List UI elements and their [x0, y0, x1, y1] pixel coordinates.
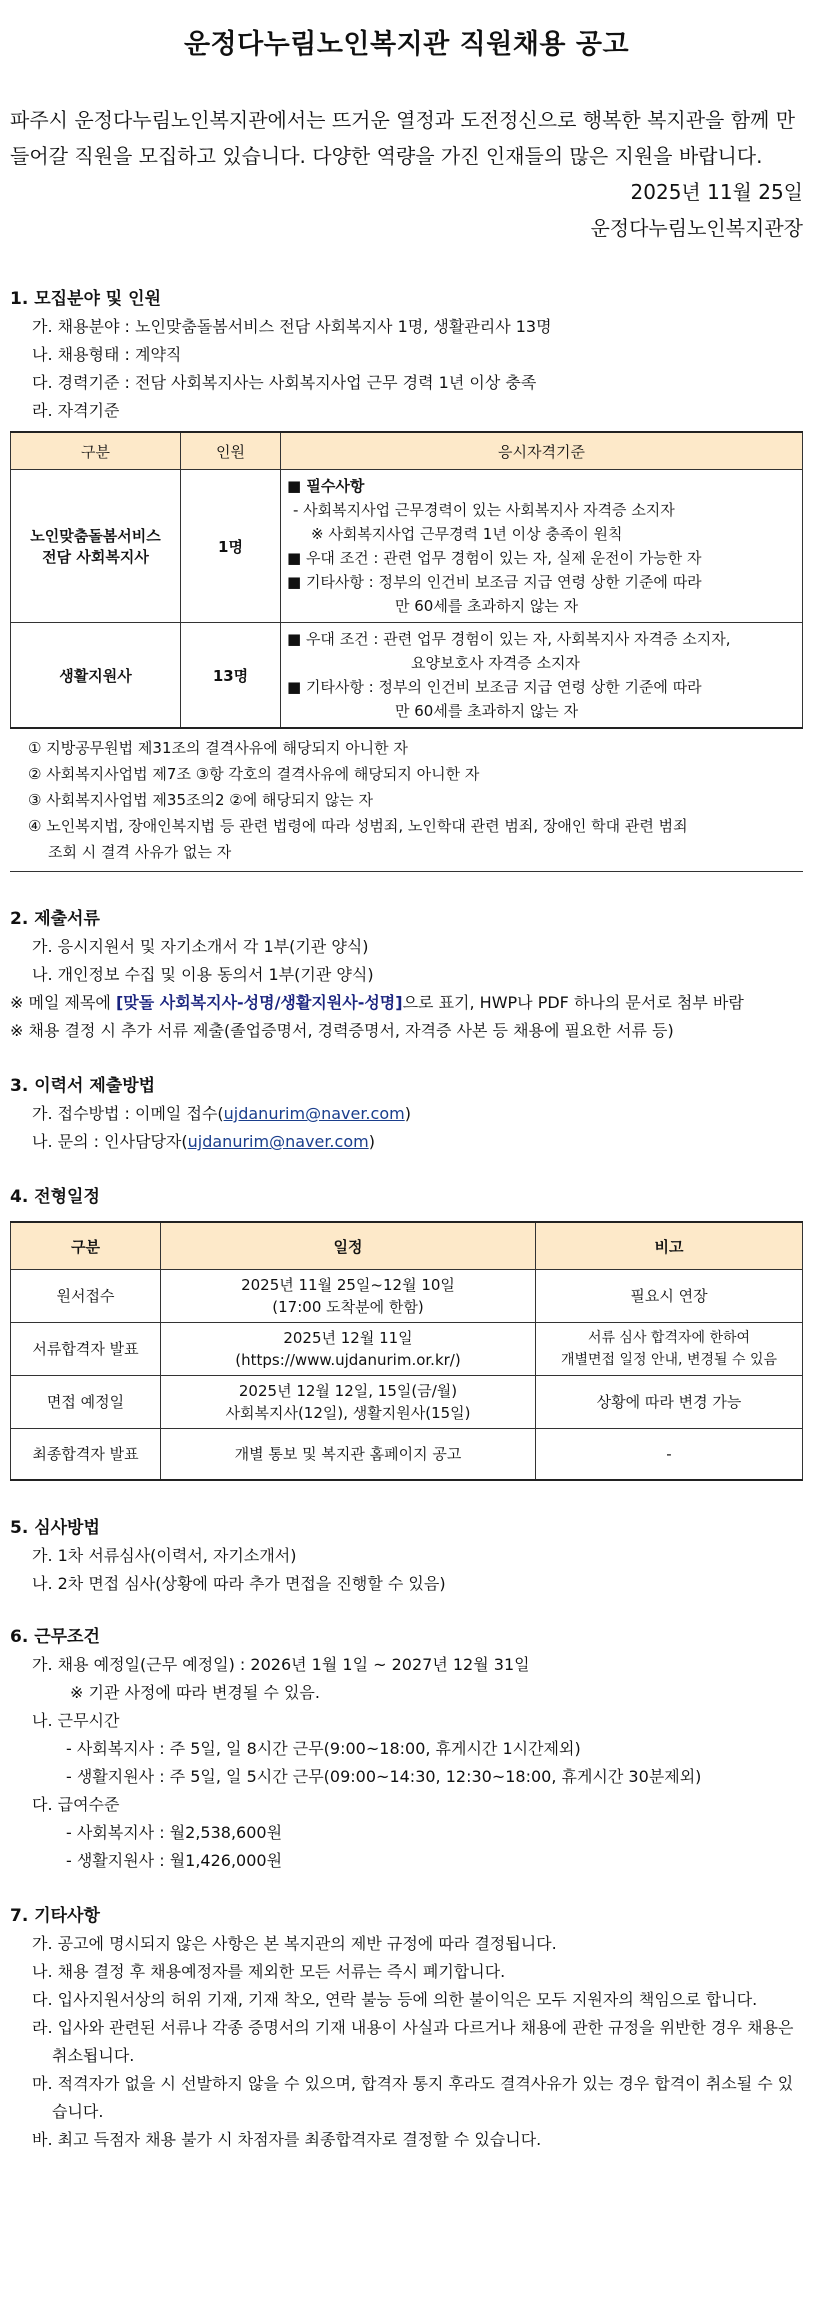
column-header: 비고	[536, 1222, 803, 1270]
schedule-cell	[161, 1270, 536, 1323]
schedule-cell	[161, 1376, 536, 1429]
section-submission	[10, 1073, 803, 1156]
section-title: 4. 전형일정	[10, 1187, 100, 1207]
qual-line: 만 60세를 초과하지 않는 자	[395, 702, 579, 720]
table-row	[11, 623, 803, 729]
table-row	[11, 1429, 803, 1481]
section-screening	[10, 1515, 803, 1598]
text-line: 라. 입사와 관련된 서류나 각종 증명서의 기재 내용이 사실과 다르거나 채용에 관한 규정을 위반한 경우 채용은 취소됩니다.	[32, 2018, 794, 2065]
list-item: ④ 노인복지법, 장애인복지법 등 관련 법령에 따라 성범죄, 노인학대 관련 범죄, 장애인 학대 관련 범죄	[28, 817, 688, 835]
issuer: 운정다누림노인복지관장	[590, 216, 803, 240]
column-header: 구분	[11, 1222, 161, 1270]
category-cell: 노인맞춤돌봄서비스 전담 사회복지사	[11, 470, 181, 623]
text-line: 가. 1차 서류심사(이력서, 자기소개서)	[32, 1546, 297, 1565]
notice-date: 2025년 11월 25일	[630, 180, 803, 204]
count-cell: 1명	[181, 470, 281, 623]
text-line: - 생활지원사 : 월1,426,000원	[66, 1851, 283, 1870]
table-header-row	[11, 1222, 803, 1270]
email-subject-note	[10, 989, 803, 1017]
schedule-cell	[161, 1429, 536, 1481]
qual-line: 만 60세를 초과하지 않는 자	[395, 597, 579, 615]
qual-line: 요양보호사 자격증 소지자	[411, 654, 580, 672]
section-conditions	[10, 1624, 803, 1875]
schedule-line: 2025년 12월 12일, 15일(금/월)	[238, 1382, 458, 1400]
list-item: ③ 사회복지사업법 제35조의2 ②에 해당되지 않는 자	[28, 791, 373, 809]
text-line: 나. 채용형태 : 계약직	[32, 345, 182, 364]
section-title: 5. 심사방법	[10, 1518, 100, 1538]
section-recruitment	[10, 286, 803, 872]
section-title: 1. 모집분야 및 인원	[10, 289, 161, 309]
list-item: ② 사회복지사업법 제7조 ③항 각호의 결격사유에 해당되지 아니한 자	[28, 765, 480, 783]
category-cell: 생활지원사	[11, 623, 181, 729]
text-line	[10, 1100, 803, 1128]
text-line: 가. 채용분야 : 노인맞춤돌봄서비스 전담 사회복지사 1명, 생활관리사 13명	[32, 317, 552, 336]
section-schedule	[10, 1184, 803, 1481]
column-header: 일정	[161, 1222, 536, 1270]
schedule-category: 최종합격자 발표	[11, 1429, 161, 1481]
qual-line: ■ 우대 조건 : 관련 업무 경험이 있는 자, 사회복지사 자격증 소지자,	[287, 630, 731, 648]
qual-line: ■ 기타사항 : 정부의 인건비 보조금 지급 연령 상한 기준에 따라	[287, 573, 702, 591]
schedule-line: 개별 통보 및 복지관 홈페이지 공고	[234, 1445, 462, 1463]
remark-line: 개별면접 일정 안내, 변경될 수 있음	[560, 1352, 778, 1368]
text-line: - 사회복지사 : 월2,538,600원	[66, 1823, 283, 1842]
text-line: 가. 공고에 명시되지 않은 사항은 본 복지관의 제반 규정에 따라 결정됩니다.	[32, 1934, 557, 1953]
email-link[interactable]: ujdanurim@naver.com	[187, 1132, 369, 1151]
table-row	[11, 1323, 803, 1376]
schedule-line: 사회복지사(12일), 생활지원사(15일)	[225, 1404, 471, 1422]
list-item: ① 지방공무원법 제31조의 결격사유에 해당되지 아니한 자	[28, 739, 408, 757]
text-line: 가. 채용 예정일(근무 예정일) : 2026년 1월 1일 ~ 2027년 12월 31일	[32, 1655, 530, 1674]
subject-format: [맞돌 사회복지사-성명/생활지원사-성명]	[115, 993, 403, 1012]
count-cell: 13명	[181, 623, 281, 729]
remark-cell: 상황에 따라 변경 가능	[536, 1376, 803, 1429]
section-title: 2. 제출서류	[10, 909, 100, 929]
column-header: 응시자격기준	[281, 432, 803, 470]
label: 나. 문의 : 인사담당자(	[32, 1132, 188, 1151]
schedule-line: 2025년 12월 11일	[283, 1329, 413, 1347]
disqualification-list	[10, 729, 803, 872]
text-line: 다. 입사지원서상의 허위 기재, 기재 착오, 연락 불능 등에 의한 불이익은 모두 지원자의 책임으로 합니다.	[32, 1990, 758, 2009]
section-title: 7. 기타사항	[10, 1906, 100, 1926]
qual-line: - 사회복지사업 근무경력이 있는 사회복지사 자격증 소지자	[293, 501, 675, 519]
column-header: 인원	[181, 432, 281, 470]
text-line: - 사회복지사 : 주 5일, 일 8시간 근무(9:00~18:00, 휴게시간 1시간제외)	[66, 1739, 581, 1758]
qual-line: ■ 기타사항 : 정부의 인건비 보조금 지급 연령 상한 기준에 따라	[287, 678, 702, 696]
schedule-category: 서류합격자 발표	[11, 1323, 161, 1376]
section-title: 6. 근무조건	[10, 1627, 100, 1647]
label: 가. 접수방법 : 이메일 접수(	[32, 1104, 224, 1123]
remark-line: 서류 심사 합격자에 한하여	[587, 1330, 751, 1346]
section-other	[10, 1903, 803, 2154]
table-row	[11, 1270, 803, 1323]
text-line	[10, 1128, 803, 1156]
text-line: 다. 경력기준 : 전담 사회복지사는 사회복지사업 근무 경력 1년 이상 충족	[32, 373, 537, 392]
text-line: 가. 응시지원서 및 자기소개서 각 1부(기관 양식)	[32, 937, 369, 956]
email-link[interactable]: ujdanurim@naver.com	[223, 1104, 405, 1123]
intro-paragraph: 파주시 운정다누림노인복지관에서는 뜨거운 열정과 도전정신으로 행복한 복지관을 함께 만들어갈 직원을 모집하고 있습니다. 다양한 역량을 가진 인재들의 많은 지원을 바랍니다.	[10, 108, 796, 168]
schedule-cell	[161, 1323, 536, 1376]
text-line: 나. 채용 결정 후 채용예정자를 제외한 모든 서류는 즉시 폐기합니다.	[32, 1962, 506, 1981]
qualification-cell	[281, 623, 803, 729]
text-line: 라. 자격기준	[32, 401, 120, 420]
additional-documents-note: ※ 채용 결정 시 추가 서류 제출(졸업증명서, 경력증명서, 자격증 사본 등 채용에 필요한 서류 등)	[10, 1021, 674, 1040]
qual-line: ■ 우대 조건 : 관련 업무 경험이 있는 자, 실제 운전이 가능한 자	[287, 549, 702, 567]
schedule-line: (https://www.ujdanurim.or.kr/)	[235, 1351, 461, 1369]
qualification-cell	[281, 470, 803, 623]
column-header: 구분	[11, 432, 181, 470]
text-line: 나. 근무시간	[32, 1711, 120, 1730]
text-line: 마. 적격자가 없을 시 선발하지 않을 수 있으며, 합격자 통지 후라도 결격사유가 있는 경우 합격이 취소될 수 있습니다.	[32, 2074, 794, 2121]
list-item: 조회 시 결격 사유가 없는 자	[48, 843, 232, 861]
text-line: - 생활지원사 : 주 5일, 일 5시간 근무(09:00~14:30, 12:30~18:00, 휴게시간 30분제외)	[66, 1767, 702, 1786]
section-title: 3. 이력서 제출방법	[10, 1076, 156, 1096]
table-row	[11, 470, 803, 623]
qualification-table	[10, 431, 803, 729]
text-line: ※ 기관 사정에 따라 변경될 수 있음.	[70, 1683, 320, 1702]
label: )	[368, 1132, 375, 1151]
text-line: 바. 최고 득점자 채용 불가 시 차점자를 최종합격자로 결정할 수 있습니다.	[32, 2130, 542, 2149]
note-prefix: ※ 메일 제목에	[10, 993, 116, 1012]
qual-line: ※ 사회복지사업 근무경력 1년 이상 충족이 원칙	[311, 525, 623, 543]
document-title: 운정다누림노인복지관 직원채용 공고	[183, 29, 630, 60]
schedule-category: 면접 예정일	[11, 1376, 161, 1429]
schedule-line: 2025년 11월 25일~12월 10일	[241, 1276, 455, 1294]
text-line: 나. 2차 면접 심사(상황에 따라 추가 면접을 진행할 수 있음)	[32, 1574, 446, 1593]
section-documents	[10, 906, 803, 1045]
text-line: 다. 급여수준	[32, 1795, 120, 1814]
label: )	[404, 1104, 411, 1123]
remark-cell: 필요시 연장	[536, 1270, 803, 1323]
qual-line: ■ 필수사항	[287, 477, 365, 495]
schedule-table	[10, 1221, 803, 1481]
table-row	[11, 1376, 803, 1429]
table-header-row	[11, 432, 803, 470]
remark-cell: -	[536, 1429, 803, 1481]
schedule-category: 원서접수	[11, 1270, 161, 1323]
text-line: 나. 개인정보 수집 및 이용 동의서 1부(기관 양식)	[32, 965, 374, 984]
note-suffix: 으로 표기, HWP나 PDF 하나의 문서로 첨부 바람	[402, 993, 744, 1012]
remark-cell	[536, 1323, 803, 1376]
schedule-line: (17:00 도착분에 한함)	[272, 1298, 424, 1316]
